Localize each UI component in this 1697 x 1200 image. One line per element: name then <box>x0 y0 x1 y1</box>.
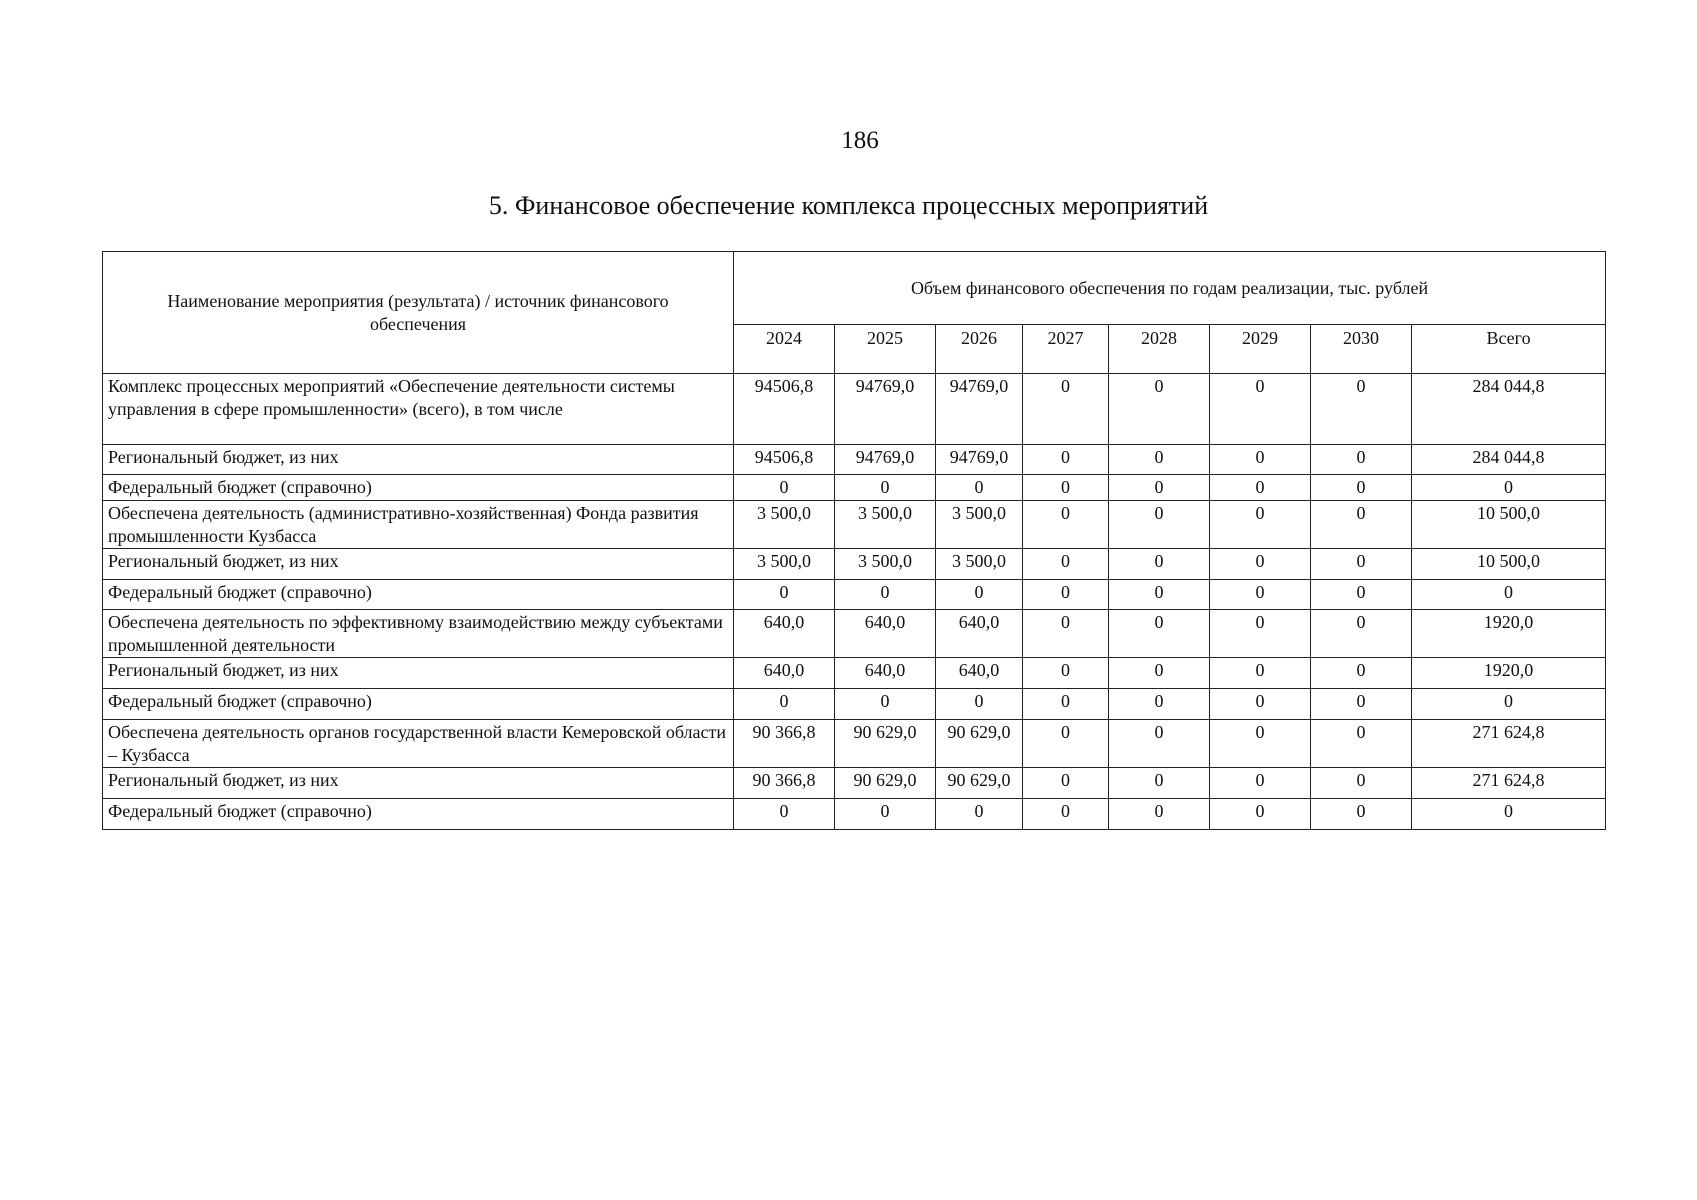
financing-group-header: Объем финансового обеспечения по годам реализации, тыс. рублей <box>734 252 1606 325</box>
row-value-cell: 0 <box>1109 475 1210 501</box>
row-total-cell: 0 <box>1412 689 1606 720</box>
row-value-cell: 0 <box>936 799 1023 830</box>
row-value-cell: 0 <box>1311 768 1412 799</box>
year-column-header: Всего <box>1412 325 1606 374</box>
row-value-cell: 0 <box>936 475 1023 501</box>
row-value-cell: 0 <box>1023 580 1109 610</box>
row-value-cell: 0 <box>1311 580 1412 610</box>
financing-table <box>102 251 1606 830</box>
row-value-cell: 3 500,0 <box>734 501 835 549</box>
row-name-cell: Обеспечена деятельность органов государственной власти Кемеровской области – Кузбасса <box>103 720 734 768</box>
table-row <box>103 720 1606 768</box>
row-value-cell: 0 <box>1311 501 1412 549</box>
row-name-cell: Федеральный бюджет (справочно) <box>103 689 734 720</box>
table-row <box>103 475 1606 501</box>
year-column-header: 2028 <box>1109 325 1210 374</box>
table-row <box>103 689 1606 720</box>
row-value-cell: 94506,8 <box>734 374 835 445</box>
row-value-cell: 0 <box>1023 768 1109 799</box>
row-total-cell: 10 500,0 <box>1412 501 1606 549</box>
row-value-cell: 640,0 <box>734 610 835 658</box>
row-value-cell: 0 <box>936 580 1023 610</box>
table-header <box>103 252 1606 374</box>
row-name-cell: Федеральный бюджет (справочно) <box>103 799 734 830</box>
row-value-cell: 0 <box>1023 549 1109 580</box>
row-value-cell: 0 <box>1109 658 1210 689</box>
row-value-cell: 640,0 <box>936 610 1023 658</box>
row-value-cell: 0 <box>1210 768 1311 799</box>
row-total-cell: 0 <box>1412 799 1606 830</box>
row-value-cell: 90 366,8 <box>734 768 835 799</box>
table-row <box>103 501 1606 549</box>
table-row <box>103 658 1606 689</box>
row-value-cell: 0 <box>734 580 835 610</box>
row-value-cell: 640,0 <box>734 658 835 689</box>
row-name-cell: Обеспечена деятельность (административно-хозяйственная) Фонда развития промышленности Кузбасса <box>103 501 734 549</box>
table-row <box>103 549 1606 580</box>
row-value-cell: 0 <box>1109 610 1210 658</box>
row-value-cell: 0 <box>1210 720 1311 768</box>
table-row <box>103 374 1606 445</box>
row-name-cell: Федеральный бюджет (справочно) <box>103 580 734 610</box>
row-name-cell: Региональный бюджет, из них <box>103 768 734 799</box>
row-value-cell: 0 <box>1210 445 1311 475</box>
row-value-cell: 94769,0 <box>835 445 936 475</box>
row-total-cell: 0 <box>1412 580 1606 610</box>
row-total-cell: 1920,0 <box>1412 610 1606 658</box>
name-column-header: Наименование мероприятия (результата) / источник финансового обеспечения <box>103 252 734 374</box>
row-value-cell: 3 500,0 <box>936 501 1023 549</box>
section-title: 5. Финансовое обеспечение комплекса процессных мероприятий <box>488 191 1209 220</box>
row-name-cell: Комплекс процессных мероприятий «Обеспечение деятельности системы управления в сфере промышленности» (всего), в том числе <box>103 374 734 445</box>
row-value-cell: 0 <box>1023 374 1109 445</box>
row-value-cell: 0 <box>1023 689 1109 720</box>
row-value-cell: 0 <box>1023 610 1109 658</box>
row-value-cell: 0 <box>936 689 1023 720</box>
row-total-cell: 0 <box>1412 475 1606 501</box>
row-value-cell: 0 <box>1210 475 1311 501</box>
row-total-cell: 1920,0 <box>1412 658 1606 689</box>
row-value-cell: 94769,0 <box>835 374 936 445</box>
year-column-header: 2029 <box>1210 325 1311 374</box>
row-value-cell: 0 <box>734 689 835 720</box>
row-value-cell: 90 629,0 <box>835 720 936 768</box>
row-name-cell: Региональный бюджет, из них <box>103 549 734 580</box>
row-value-cell: 0 <box>1109 768 1210 799</box>
row-total-cell: 271 624,8 <box>1412 768 1606 799</box>
row-value-cell: 0 <box>1311 658 1412 689</box>
row-value-cell: 90 366,8 <box>734 720 835 768</box>
row-value-cell: 0 <box>734 475 835 501</box>
row-value-cell: 0 <box>1210 374 1311 445</box>
row-value-cell: 0 <box>1311 445 1412 475</box>
row-value-cell: 0 <box>1210 610 1311 658</box>
row-value-cell: 0 <box>1210 580 1311 610</box>
row-value-cell: 90 629,0 <box>835 768 936 799</box>
row-value-cell: 3 500,0 <box>835 549 936 580</box>
row-value-cell: 0 <box>1210 689 1311 720</box>
row-value-cell: 0 <box>1311 610 1412 658</box>
row-value-cell: 90 629,0 <box>936 768 1023 799</box>
row-value-cell: 0 <box>1210 501 1311 549</box>
row-value-cell: 0 <box>1311 720 1412 768</box>
row-name-cell: Федеральный бюджет (справочно) <box>103 475 734 501</box>
row-value-cell: 0 <box>1109 501 1210 549</box>
year-column-header: 2027 <box>1023 325 1109 374</box>
row-value-cell: 3 500,0 <box>734 549 835 580</box>
row-value-cell: 640,0 <box>835 610 936 658</box>
row-name-cell: Обеспечена деятельность по эффективному взаимодействию между субъектами промышленной деятельности <box>103 610 734 658</box>
row-total-cell: 284 044,8 <box>1412 374 1606 445</box>
row-total-cell: 284 044,8 <box>1412 445 1606 475</box>
row-value-cell: 0 <box>1023 475 1109 501</box>
year-column-header: 2026 <box>936 325 1023 374</box>
row-value-cell: 94506,8 <box>734 445 835 475</box>
row-value-cell: 94769,0 <box>936 445 1023 475</box>
row-value-cell: 0 <box>1023 720 1109 768</box>
row-value-cell: 0 <box>1023 799 1109 830</box>
row-value-cell: 640,0 <box>936 658 1023 689</box>
row-value-cell: 0 <box>1311 475 1412 501</box>
row-value-cell: 0 <box>835 475 936 501</box>
row-value-cell: 0 <box>1311 799 1412 830</box>
row-name-cell: Региональный бюджет, из них <box>103 445 734 475</box>
row-value-cell: 0 <box>1109 374 1210 445</box>
row-value-cell: 0 <box>1210 658 1311 689</box>
row-value-cell: 3 500,0 <box>835 501 936 549</box>
table-row <box>103 768 1606 799</box>
row-value-cell: 0 <box>1210 799 1311 830</box>
row-value-cell: 0 <box>1109 580 1210 610</box>
row-value-cell: 0 <box>1109 720 1210 768</box>
row-total-cell: 10 500,0 <box>1412 549 1606 580</box>
row-value-cell: 0 <box>835 799 936 830</box>
row-name-cell: Региональный бюджет, из них <box>103 658 734 689</box>
row-value-cell: 0 <box>1311 549 1412 580</box>
row-value-cell: 0 <box>1210 549 1311 580</box>
row-value-cell: 640,0 <box>835 658 936 689</box>
row-value-cell: 0 <box>1109 689 1210 720</box>
row-total-cell: 271 624,8 <box>1412 720 1606 768</box>
table-row <box>103 580 1606 610</box>
table-body <box>103 374 1606 830</box>
row-value-cell: 0 <box>835 580 936 610</box>
row-value-cell: 0 <box>1311 689 1412 720</box>
row-value-cell: 0 <box>1109 549 1210 580</box>
row-value-cell: 0 <box>1023 658 1109 689</box>
page-number: 186 <box>841 127 879 154</box>
table-row <box>103 445 1606 475</box>
row-value-cell: 3 500,0 <box>936 549 1023 580</box>
year-column-header: 2025 <box>835 325 936 374</box>
table-row <box>103 799 1606 830</box>
row-value-cell: 94769,0 <box>936 374 1023 445</box>
row-value-cell: 0 <box>835 689 936 720</box>
row-value-cell: 0 <box>1311 374 1412 445</box>
row-value-cell: 0 <box>1109 799 1210 830</box>
row-value-cell: 90 629,0 <box>936 720 1023 768</box>
year-column-header: 2024 <box>734 325 835 374</box>
row-value-cell: 0 <box>1023 501 1109 549</box>
row-value-cell: 0 <box>1023 445 1109 475</box>
table-row <box>103 610 1606 658</box>
row-value-cell: 0 <box>734 799 835 830</box>
year-column-header: 2030 <box>1311 325 1412 374</box>
row-value-cell: 0 <box>1109 445 1210 475</box>
